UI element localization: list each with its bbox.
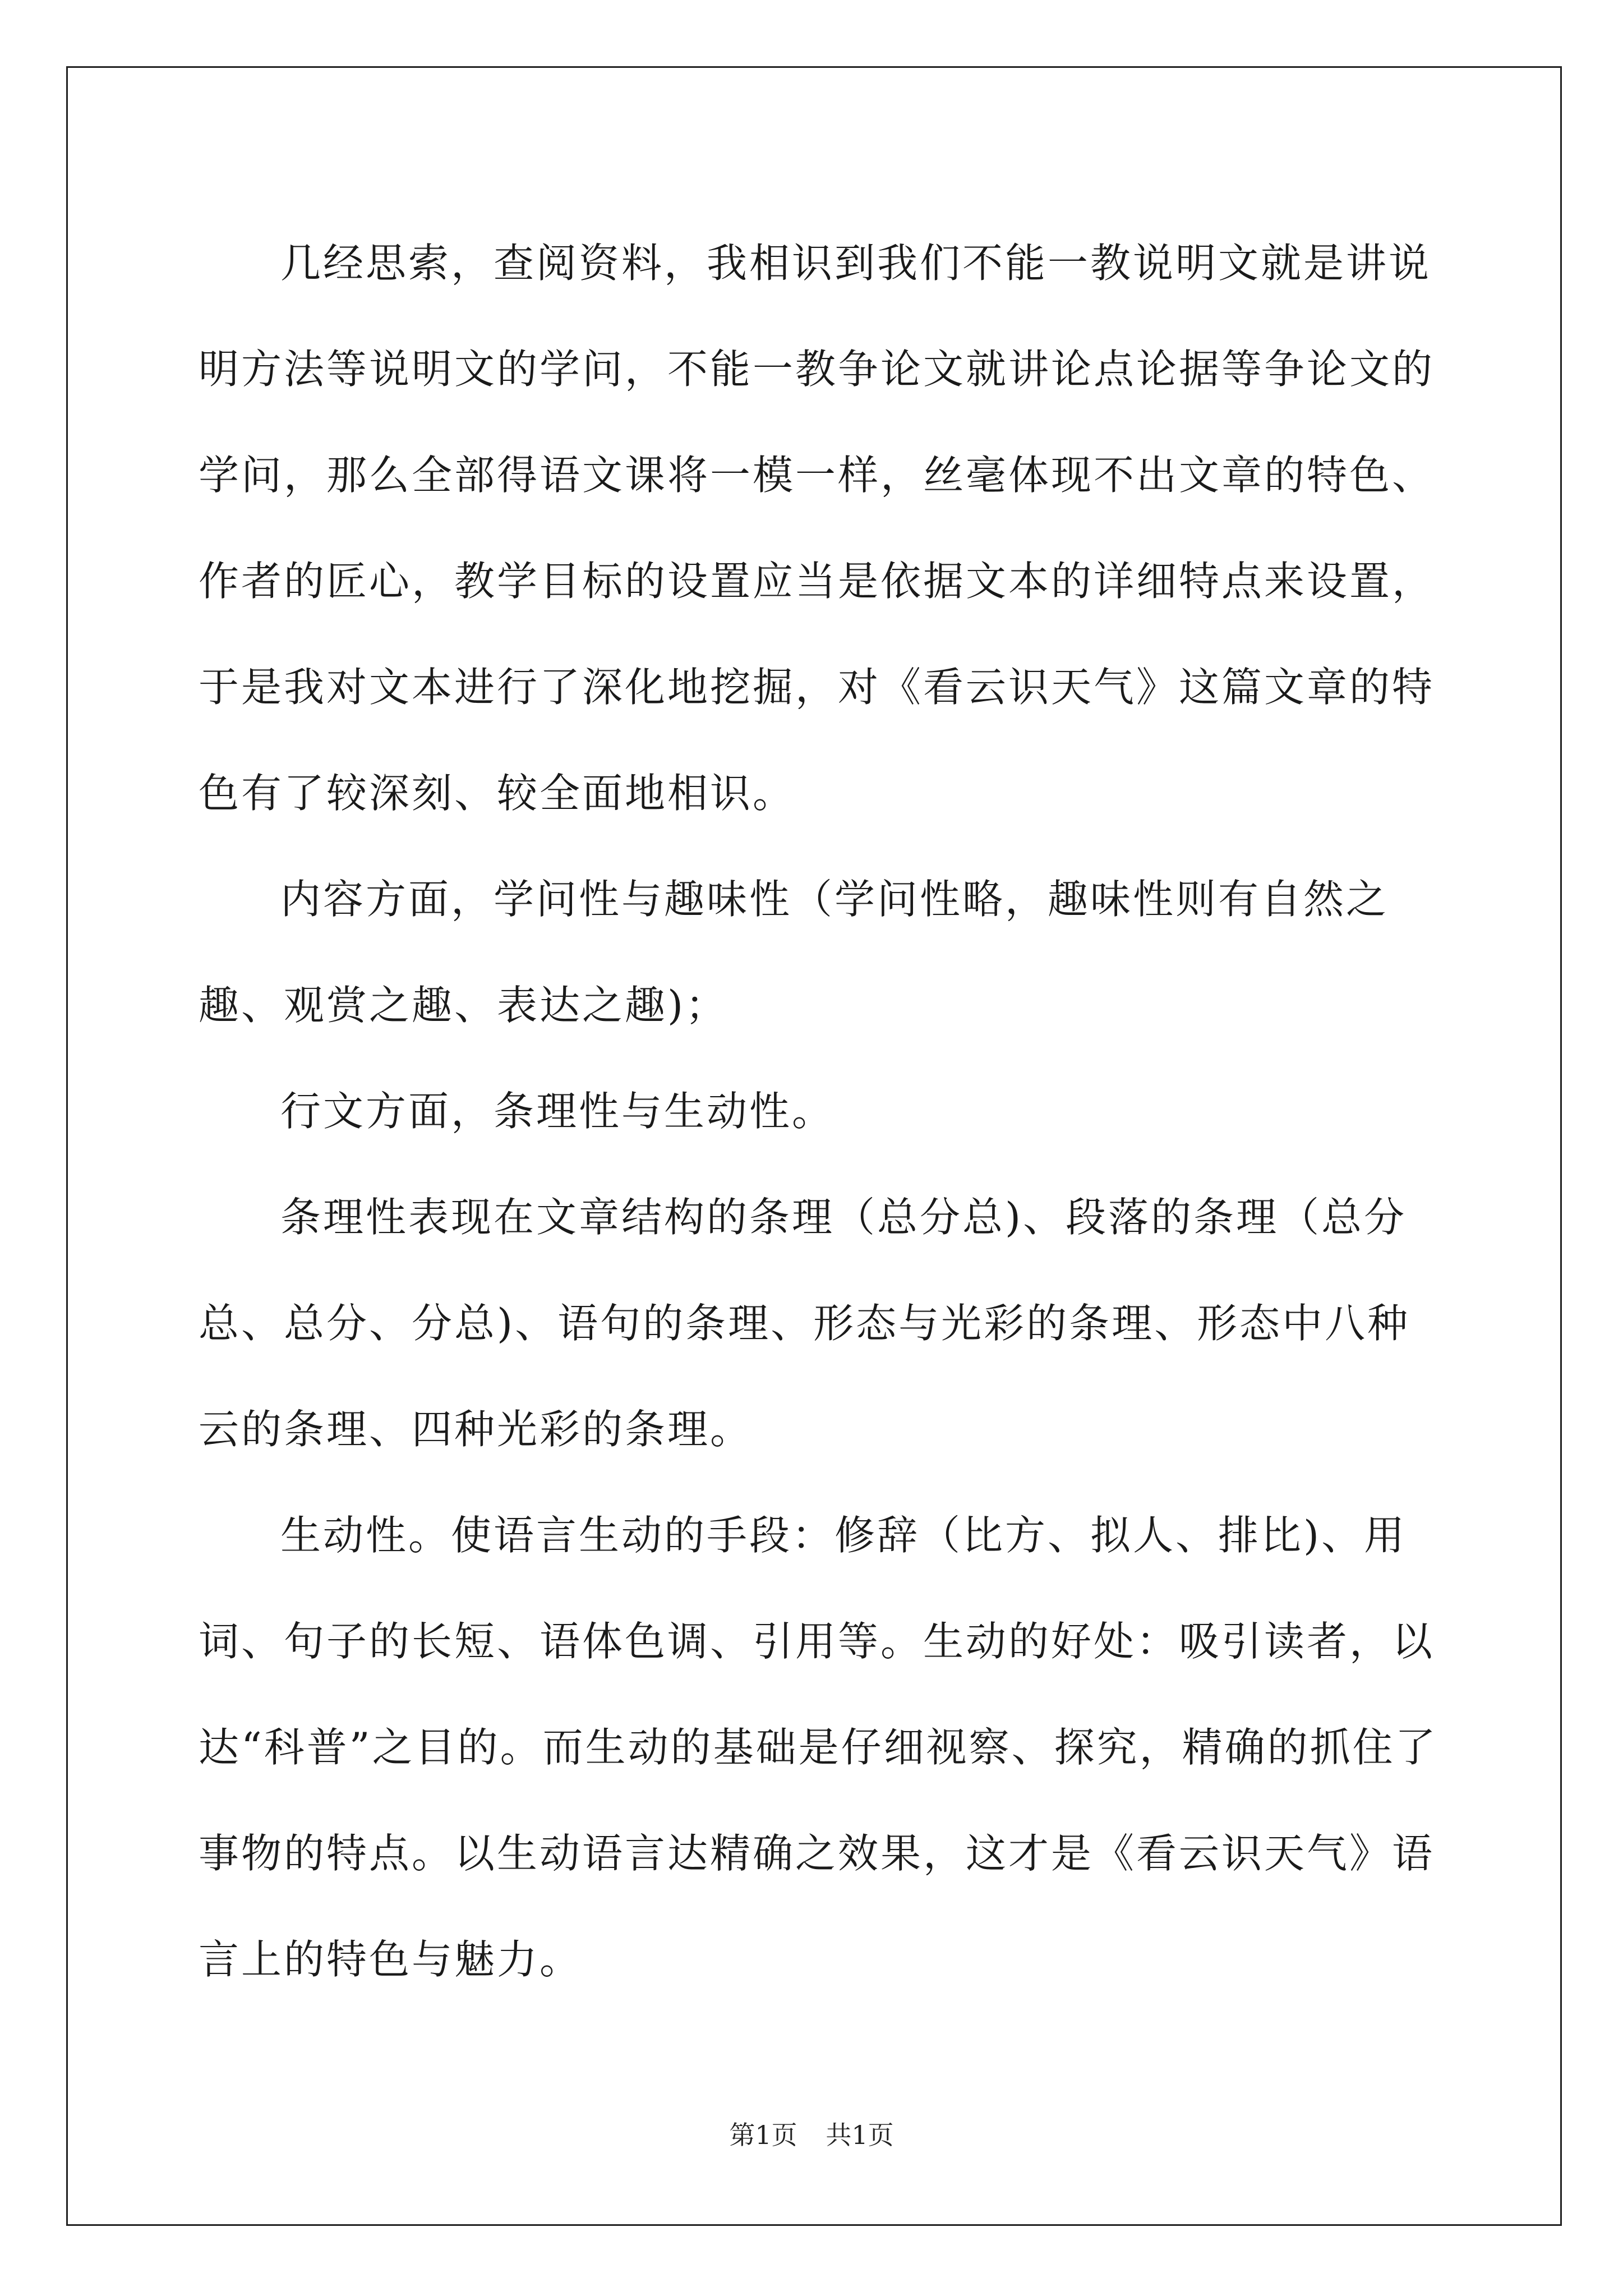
page-footer [0, 2115, 1623, 2152]
document-body [199, 210, 1449, 2013]
paragraph-4: 条理性表现在文章结构的条理（总分总)、段落的条理（总分总、总分、分总)、语句的条理、形态与光彩的条理、形态中八种云的条理、四种光彩的条理。 [199, 1194, 1410, 1453]
paragraph-3: 行文方面，条理性与生动性。 [280, 1088, 835, 1135]
paragraph-1: 几经思索，查阅资料，我相识到我们不能一教说明文就是讲说明方法等说明文的学问，不能一教争论文就讲论点论据等争论文的学问，那么全部得语文课将一模一样，丝毫体现不出文章的特色、作者的匠心，教学目标的设置应当是依据文本的详细特点来设置，于是我对文本进行了深化地挖掘，对《看云识天气》这篇文章的特色有了较深刻、较全面地相识。 [199, 240, 1435, 817]
paragraph-2: 内容方面，学问性与趣味性（学问性略，趣味性则有自然之趣、观赏之趣、表达之趣)； [199, 876, 1389, 1029]
page-number-current: 第1页 [729, 2120, 797, 2150]
paragraph-5: 生动性。使语言生动的手段：修辞（比方、拟人、排比)、用词、句子的长短、语体色调、引用等。生动的好处：吸引读者，以达“科普”之目的。而生动的基础是仔细视察、探究，精确的抓住了事物的特点。以生动语言达精确之效果，这才是《看云识天气》语言上的特色与魅力。 [199, 1512, 1438, 1983]
page-number-total: 共1页 [826, 2120, 894, 2150]
